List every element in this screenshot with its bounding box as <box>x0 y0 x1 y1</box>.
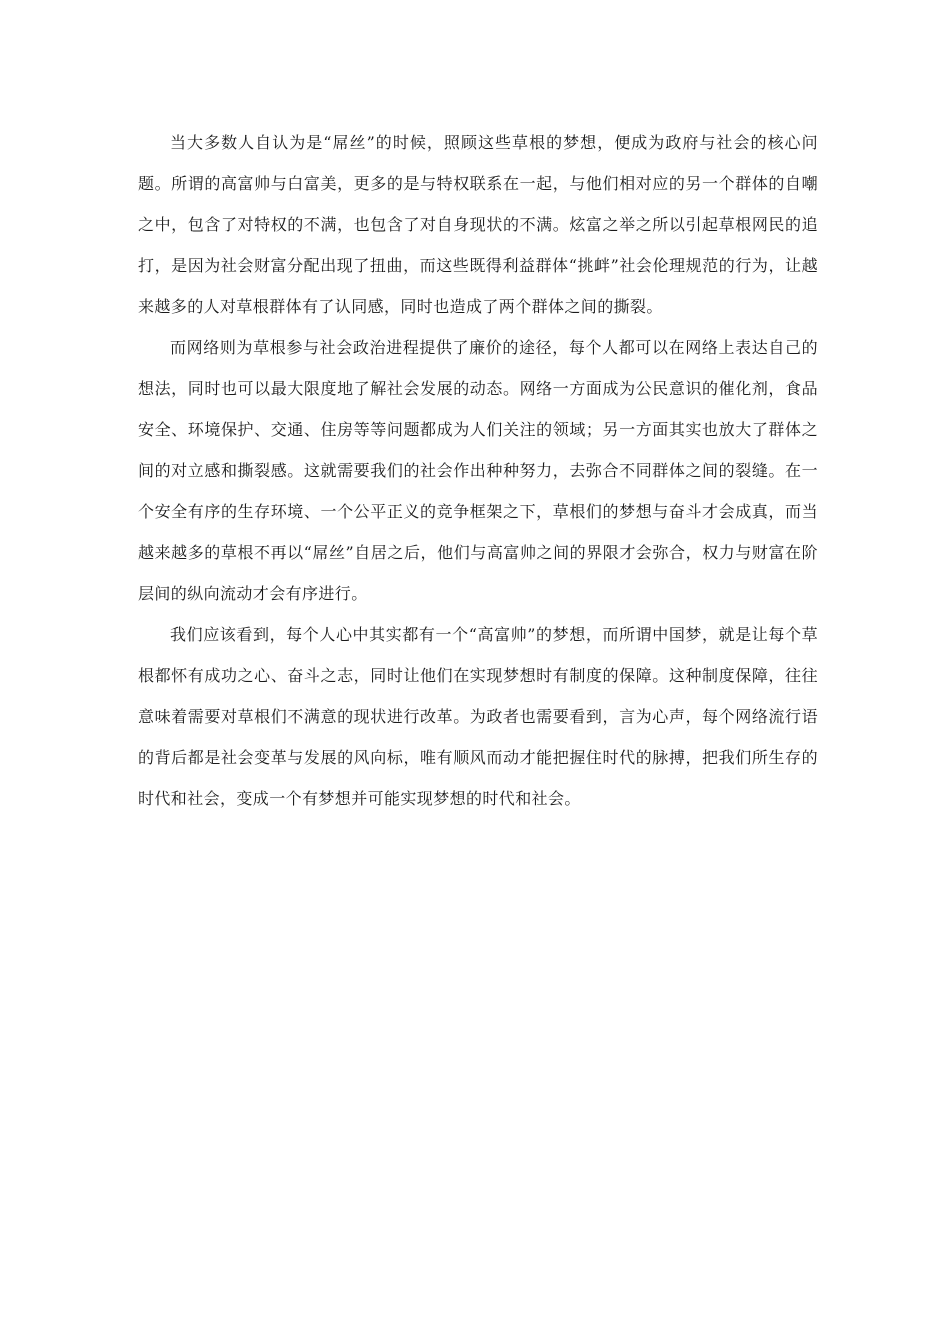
article-body <box>138 122 818 819</box>
paragraph-2: 而网络则为草根参与社会政治进程提供了廉价的途径，每个人都可以在网络上表达自己的想法，同时也可以最大限度地了解社会发展的动态。网络一方面成为公民意识的催化剂，食品安全、环境保护、交通、住房等等问题都成为人们关注的领域；另一方面其实也放大了群体之间的对立感和撕裂感。这就需要我们的社会作出种种努力，去弥合不同群体之间的裂缝。在一个安全有序的生存环境、一个公平正义的竞争框架之下，草根们的梦想与奋斗才会成真，而当越来越多的草根不再以“屌丝”自居之后，他们与高富帅之间的界限才会弥合，权力与财富在阶层间的纵向流动才会有序进行。 <box>138 338 818 603</box>
paragraph-1: 当大多数人自认为是“屌丝”的时候，照顾这些草根的梦想，便成为政府与社会的核心问题。所谓的高富帅与白富美，更多的是与特权联系在一起，与他们相对应的另一个群体的自嘲之中，包含了对特权的不满，也包含了对自身现状的不满。炫富之举之所以引起草根网民的追打，是因为社会财富分配出现了扭曲，而这些既得利益群体“挑衅”社会伦理规范的行为，让越来越多的人对草根群体有了认同感，同时也造成了两个群体之间的撕裂。 <box>138 133 818 316</box>
paragraph-3: 我们应该看到，每个人心中其实都有一个“高富帅”的梦想，而所谓中国梦，就是让每个草根都怀有成功之心、奋斗之志，同时让他们在实现梦想时有制度的保障。这种制度保障，往往意味着需要对草根们不满意的现状进行改革。为政者也需要看到，言为心声，每个网络流行语的背后都是社会变革与发展的风向标，唯有顺风而动才能把握住时代的脉搏，把我们所生存的时代和社会，变成一个有梦想并可能实现梦想的时代和社会。 <box>138 625 818 808</box>
